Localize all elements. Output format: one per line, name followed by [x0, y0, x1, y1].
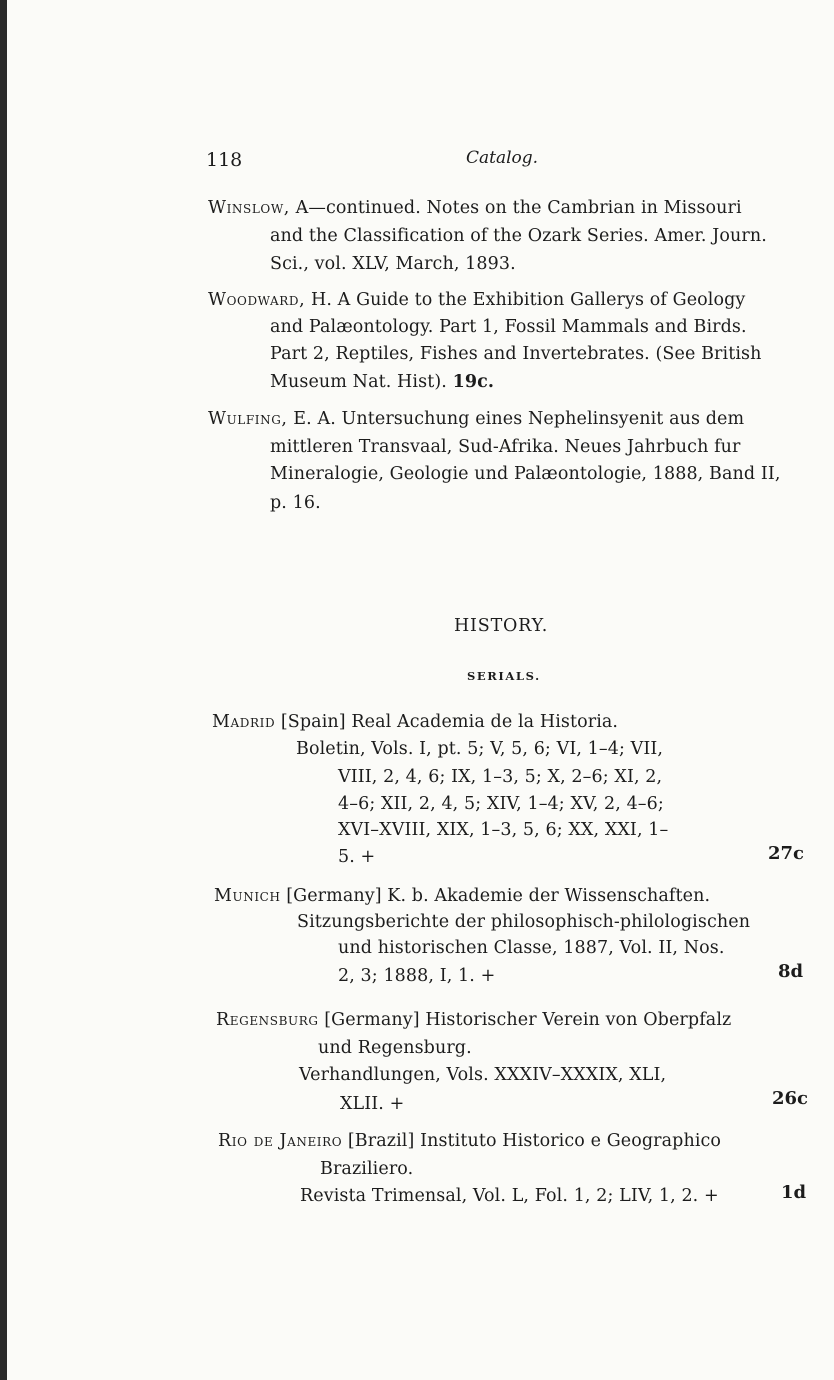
entry-woodward-line-4: Museum Nat. Hist). 19c. — [270, 372, 495, 392]
entry-regensburg-line-3: Verhandlungen, Vols. XXXIV–XXXIX, XLI, — [299, 1065, 667, 1085]
entry-munich-line-2: Sitzungsberichte der philosophisch-philologischen — [297, 912, 751, 932]
entry-madrid-line-5: XVI–XVIII, XIX, 1–3, 5, 6; XX, XXI, 1– — [338, 820, 669, 840]
entry-winslow-line-2: and the Classification of the Ozark Series. Amer. Journ. — [270, 226, 767, 246]
entry-munich-line-1: Munich [Germany] K. b. Akademie der Wissenschaften. — [214, 886, 711, 906]
entry-price: 1d — [781, 1182, 807, 1203]
entry-madrid-line-4: 4–6; XII, 2, 4, 5; XIV, 1–4; XV, 2, 4–6; — [338, 794, 664, 814]
entry-munich-line-3: und historischen Classe, 1887, Vol. II, Nos. — [338, 938, 725, 958]
entry-madrid-line-1: Madrid [Spain] Real Academia de la Historia. — [212, 712, 619, 732]
entry-wulfing-line-2: mittleren Transvaal, Sud-Afrika. Neues Jahrbuch fur — [270, 437, 741, 457]
entry-rio-line-3: Revista Trimensal, Vol. L, Fol. 1, 2; LIV, 1, 2. + — [300, 1186, 719, 1206]
entry-wulfing-line-1: Wulfing, E. A. Untersuchung eines Nephelinsyenit aus dem — [208, 409, 745, 429]
entry-author: Woodward, — [208, 290, 306, 310]
entry-winslow-line-3: Sci., vol. XLV, March, 1893. — [270, 254, 516, 274]
entry-wulfing-line-3: Mineralogie, Geologie und Palæontologie, 1888, Band II, — [270, 464, 781, 484]
entry-munich-line-4: 2, 3; 1888, I, 1. + — [338, 966, 496, 986]
entry-regensburg-line-4: XLII. + — [340, 1094, 405, 1114]
entry-rio-line-1: Rio de Janeiro [Brazil] Instituto Historico e Geographico — [218, 1131, 722, 1151]
entry-regensburg-line-1: Regensburg [Germany] Historischer Verein von Oberpfalz — [216, 1010, 732, 1030]
entry-woodward-line-1: Woodward, H. A Guide to the Exhibition Gallerys of Geology — [208, 290, 746, 310]
entry-winslow-line-1: Winslow, A—continued. Notes on the Cambrian in Missouri — [208, 198, 742, 218]
entry-madrid-line-3: VIII, 2, 4, 6; IX, 1–3, 5; X, 2–6; XI, 2, — [338, 767, 663, 787]
entry-author: Rio de Janeiro — [218, 1131, 343, 1151]
scan-edge — [0, 0, 7, 1380]
entry-madrid-line-2: Boletin, Vols. I, pt. 5; V, 5, 6; VI, 1–4; VII, — [296, 739, 664, 759]
entry-rio-line-2: Braziliero. — [320, 1159, 414, 1179]
entry-regensburg-line-2: und Regensburg. — [318, 1038, 472, 1058]
entry-madrid-line-6: 5. + — [338, 847, 376, 867]
entry-price: 8d — [778, 961, 804, 982]
entry-author: Wulfing, — [208, 409, 288, 429]
page-number: 118 — [206, 149, 243, 171]
entry-wulfing-line-4: p. 16. — [270, 493, 321, 513]
entry-price: 26c — [772, 1088, 809, 1109]
entry-woodward-line-3: Part 2, Reptiles, Fishes and Invertebrates. (See British — [270, 344, 762, 364]
entry-author: Munich — [214, 886, 281, 906]
entry-price: 19c. — [452, 372, 495, 392]
entry-author: Madrid — [212, 712, 276, 732]
entry-price: 27c — [768, 843, 805, 864]
entry-author: Winslow, — [208, 198, 290, 218]
section-subtitle: SERIALS. — [467, 669, 541, 683]
section-title: HISTORY. — [454, 616, 549, 636]
entry-author: Regensburg — [216, 1010, 319, 1030]
running-head: Catalog. — [466, 148, 539, 168]
entry-woodward-line-2: and Palæontology. Part 1, Fossil Mammals and Birds. — [270, 317, 747, 337]
